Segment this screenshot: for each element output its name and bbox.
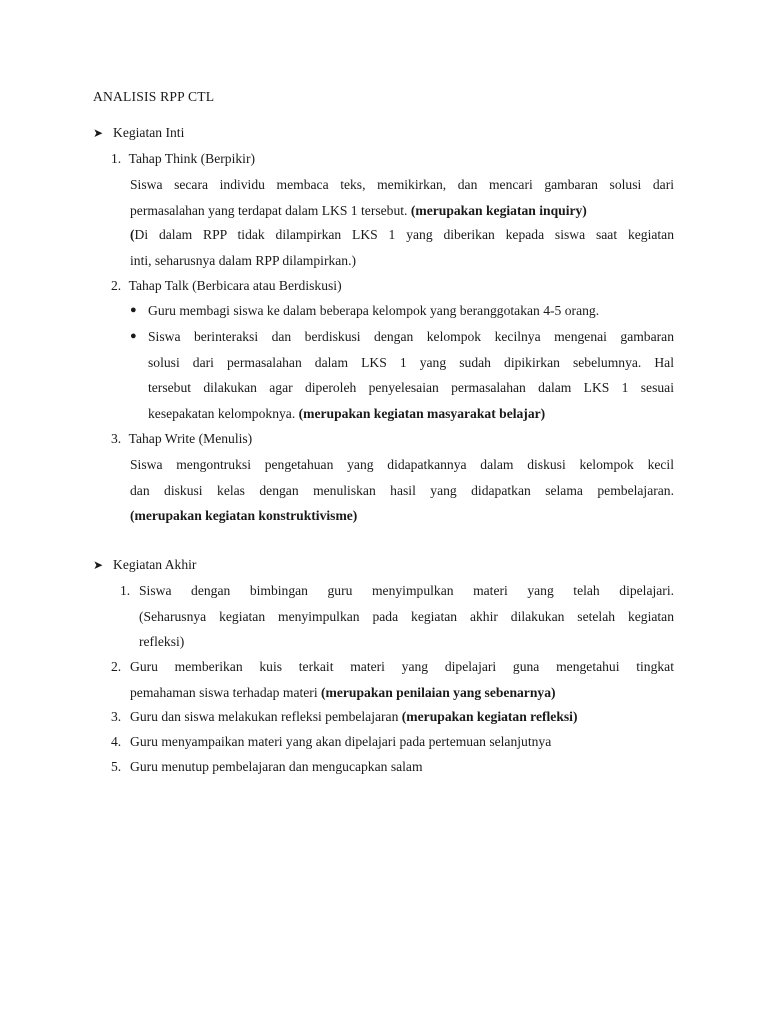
paragraph-line	[130, 198, 674, 224]
list-item-think	[111, 146, 255, 172]
list-number: 1.	[120, 583, 131, 598]
paragraph-think	[130, 172, 674, 223]
section-heading-label: Kegiatan Inti	[113, 125, 185, 140]
arrow-bullet-icon: ➤	[93, 558, 104, 572]
paragraph-line: refleksi)	[139, 634, 185, 649]
paragraph-line: tersebut dilakukan agar diperoleh penyelesaian permasalahan dalam LKS 1 sesuai	[148, 380, 674, 395]
bold-annotation: (merupakan kegiatan inquiry)	[410, 202, 587, 218]
paragraph-text: Di dalam RPP tidak dilampirkan LKS 1 yang diberikan kepada siswa saat kegiatan	[134, 227, 674, 242]
paragraph-line: (Seharusnya kegiatan menyimpulkan pada kegiatan akhir dilakukan setelah kegiatan	[139, 608, 674, 624]
list-number: 5.	[111, 759, 122, 774]
paragraph-line	[130, 680, 674, 706]
list-item-akhir-5: Guru menutup pembelajaran dan mengucapkan salam	[130, 759, 423, 774]
bullet-item: Guru membagi siswa ke dalam beberapa kelompok yang beranggotakan 4-5 orang.	[148, 303, 600, 318]
paragraph-line: dan diskusi kelas dengan menuliskan hasil yang didapatkan selama pembelajaran.	[130, 482, 674, 498]
bold-annotation: (merupakan penilaian yang sebenarnya)	[321, 684, 556, 700]
dot-bullet-icon: ●	[130, 304, 137, 316]
list-item-label: Tahap Write (Menulis)	[128, 431, 253, 446]
bold-annotation: (merupakan kegiatan masyarakat belajar)	[298, 405, 546, 421]
dot-bullet-icon: ●	[130, 330, 137, 342]
list-item-akhir-4: Guru menyampaikan materi yang akan dipelajari pada pertemuan selanjutnya	[130, 734, 552, 749]
section-heading-label: Kegiatan Akhir	[113, 557, 197, 572]
list-number: 2.	[111, 659, 122, 674]
paragraph-line: solusi dari permasalahan dalam LKS 1 yang sudah dipikirkan sebelumnya. Hal	[148, 354, 674, 370]
paragraph-line: Siswa dengan bimbingan guru menyimpulkan materi yang telah dipelajari.	[139, 583, 674, 598]
bold-annotation: (merupakan kegiatan konstruktivisme)	[130, 508, 358, 523]
list-number: 1.	[111, 151, 122, 166]
list-item-talk	[111, 273, 342, 299]
bold-annotation: (merupakan kegiatan refleksi)	[401, 709, 578, 724]
paragraph-write	[130, 452, 674, 529]
paragraph-line: Siswa mengontruksi pengetahuan yang didapatkannya dalam diskusi kelompok kecil	[130, 457, 674, 472]
section-heading-kegiatan-akhir	[93, 552, 196, 579]
paragraph-line: inti, seharusnya dalam RPP dilampirkan.)	[130, 252, 357, 268]
bullet-paragraph	[148, 324, 674, 426]
list-item-label: Tahap Think (Berpikir)	[128, 151, 256, 166]
list-number: 3.	[111, 709, 122, 724]
list-number: 4.	[111, 734, 122, 749]
list-number: 3.	[111, 431, 122, 446]
list-item-akhir-3	[130, 704, 578, 730]
bold-paren: (	[130, 227, 135, 242]
paragraph-line: Guru memberikan kuis terkait materi yang dipelajari guna mengetahui tingkat	[130, 659, 674, 674]
arrow-bullet-icon: ➤	[93, 126, 104, 140]
list-item-label: Tahap Talk (Berbicara atau Berdiskusi)	[128, 278, 342, 293]
paragraph-line	[130, 503, 674, 529]
paragraph-akhir-1	[139, 578, 674, 655]
paragraph-akhir-2	[130, 654, 674, 705]
list-item-write	[111, 426, 252, 452]
list-number: 2.	[111, 278, 122, 293]
paragraph-text: pemahaman siswa terhadap materi	[130, 684, 321, 700]
paragraph-line: Siswa berinteraksi dan berdiskusi dengan kelompok kecilnya mengenai gambaran	[148, 329, 674, 344]
paragraph-line	[148, 401, 674, 427]
paragraph-text: kesepakatan kelompoknya.	[148, 405, 299, 421]
paragraph-text: permasalahan yang terdapat dalam LKS 1 tersebut.	[130, 202, 411, 218]
paragraph-line	[130, 222, 674, 248]
document-title: ANALISIS RPP CTL	[93, 89, 215, 104]
paragraph-think-note	[130, 222, 674, 273]
list-item-text: Guru dan siswa melakukan refleksi pembelajaran	[130, 709, 402, 724]
paragraph-line: Siswa secara individu membaca teks, memikirkan, dan mencari gambaran solusi dari	[130, 177, 674, 192]
section-heading-kegiatan-inti	[93, 120, 184, 147]
